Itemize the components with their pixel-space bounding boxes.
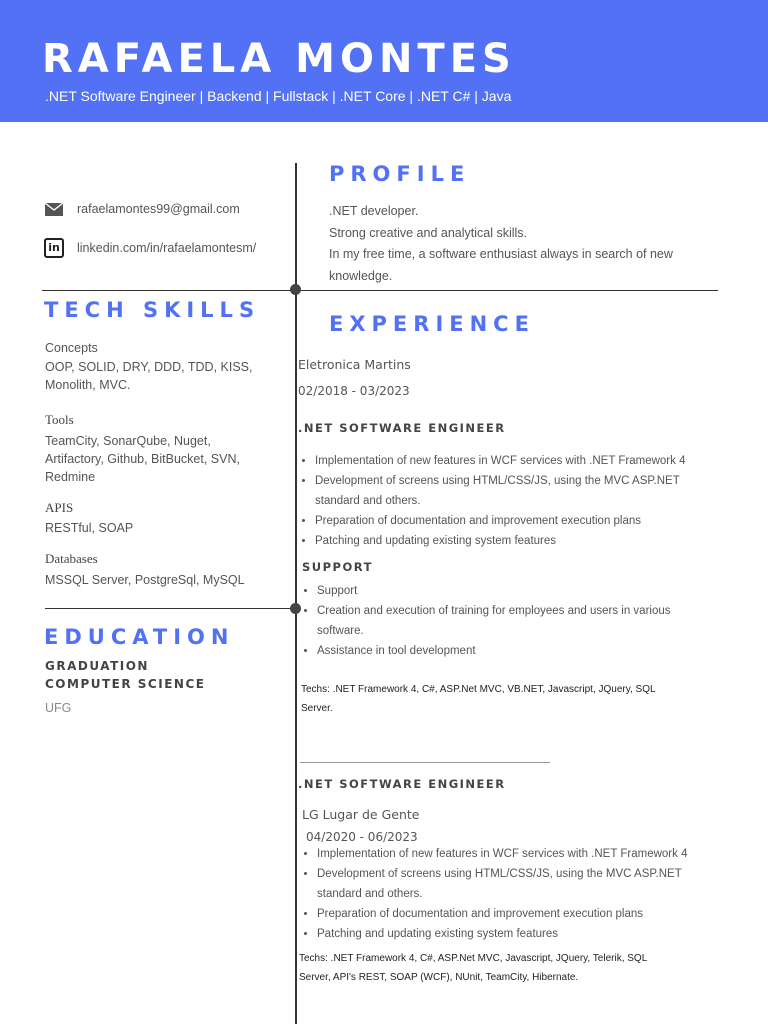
concepts-line: Monolith, MVC.: [45, 378, 131, 392]
profile-title: PROFILE: [329, 162, 471, 186]
list-item: • Development of screens using HTML/CSS/JS, using the MVC ASP.NET standard and others.: [317, 864, 727, 904]
job1-bullets: [297, 451, 725, 551]
list-item: • Preparation of documentation and improvement execution plans: [317, 904, 727, 924]
contact-linkedin[interactable]: [44, 238, 256, 258]
job1-role: .NET SOFTWARE ENGINEER: [298, 421, 506, 435]
list-item: • Implementation of new features in WCF services with .NET Framework 4: [315, 451, 725, 471]
education-degree: GRADUATION: [45, 659, 149, 673]
job2-company: LG Lugar de Gente: [302, 807, 420, 822]
candidate-subtitle: .NET Software Engineer | Backend | Fullstack | .NET Core | .NET C# | Java: [45, 88, 512, 104]
envelope-icon: [44, 203, 64, 216]
concepts-value: [45, 358, 252, 394]
linkedin-icon-glyph: in: [44, 238, 64, 258]
divider-skills-education: [45, 608, 300, 609]
list-item: • Patching and updating existing system features: [317, 924, 727, 944]
tools-line: Artifactory, Github, BitBucket, SVN,: [45, 452, 240, 466]
experience-title: EXPERIENCE: [329, 312, 535, 336]
education-title: EDUCATION: [44, 625, 235, 649]
list-item: • Preparation of documentation and improvement execution plans: [315, 511, 725, 531]
profile-line: Strong creative and analytical skills.: [329, 225, 528, 240]
list-item: • Development of screens using HTML/CSS/JS, using the MVC ASP.NET standard and others.: [315, 471, 725, 511]
tools-label: Tools: [45, 412, 74, 427]
techs-line: Techs: .NET Framework 4, C#, ASP.Net MVC, Javascript, JQuery, Telerik, SQL: [299, 953, 648, 964]
list-item: • Creation and execution of training for employees and users in various software.: [317, 601, 717, 641]
profile-line: .NET developer.: [329, 204, 419, 218]
techs-line: Server, API's REST, SOAP (WCF), NUnit, TeamCity, Hibernate.: [299, 972, 579, 983]
profile-text: [329, 201, 673, 287]
apis-value: RESTful, SOAP: [45, 521, 134, 535]
job1-dates: 02/2018 - 03/2023: [298, 384, 410, 398]
job2-dates: 04/2020 - 06/2023: [306, 830, 418, 844]
tools-line: Redmine: [45, 470, 96, 484]
concepts-line: OOP, SOLID, DRY, DDD, TDD, KISS,: [45, 360, 253, 374]
techs-line: Server.: [301, 703, 333, 714]
job2-role: .NET SOFTWARE ENGINEER: [298, 777, 506, 791]
divider-dot-1: [290, 284, 301, 295]
apis-label: APIS: [45, 500, 74, 515]
job2-techs: [299, 949, 647, 987]
job1-support-title: SUPPORT: [302, 560, 373, 574]
education-course: COMPUTER SCIENCE: [45, 677, 206, 691]
job1-techs: [301, 680, 656, 718]
list-item: • Assistance in tool development: [317, 641, 717, 661]
job1-company: Eletronica Martins: [298, 357, 411, 372]
divider-profile-skills: [42, 290, 718, 291]
job1-support-bullets: [299, 581, 717, 661]
techs-line: Techs: .NET Framework 4, C#, ASP.Net MVC, VB.NET, Javascript, JQuery, SQL: [301, 684, 656, 695]
email-text: rafaelamontes99@gmail.com: [77, 202, 240, 216]
profile-line: In my free time, a software enthusiast always in search of new: [329, 247, 673, 261]
linkedin-icon: [44, 238, 64, 258]
tools-value: [45, 432, 240, 486]
education-school: UFG: [45, 701, 72, 715]
concepts-label: Concepts: [45, 341, 98, 355]
header-banner: [0, 0, 768, 122]
list-item: • Support: [317, 581, 717, 601]
linkedin-text: linkedin.com/in/rafaelamontesm/: [77, 241, 257, 255]
profile-line: knowledge.: [329, 268, 393, 283]
candidate-name: RAFAELA MONTES: [42, 36, 516, 82]
databases-label: Databases: [45, 551, 98, 566]
list-item: • Implementation of new features in WCF services with .NET Framework 4: [317, 844, 727, 864]
tools-line: TeamCity, SonarQube, Nuget,: [45, 434, 211, 448]
tech-skills-title: TECH SKILLS: [44, 298, 261, 322]
contact-email[interactable]: [44, 202, 240, 216]
divider-jobs: [300, 762, 550, 763]
databases-value: MSSQL Server, PostgreSql, MySQL: [45, 573, 245, 587]
job2-bullets: [299, 844, 727, 944]
list-item: • Patching and updating existing system features: [315, 531, 725, 551]
